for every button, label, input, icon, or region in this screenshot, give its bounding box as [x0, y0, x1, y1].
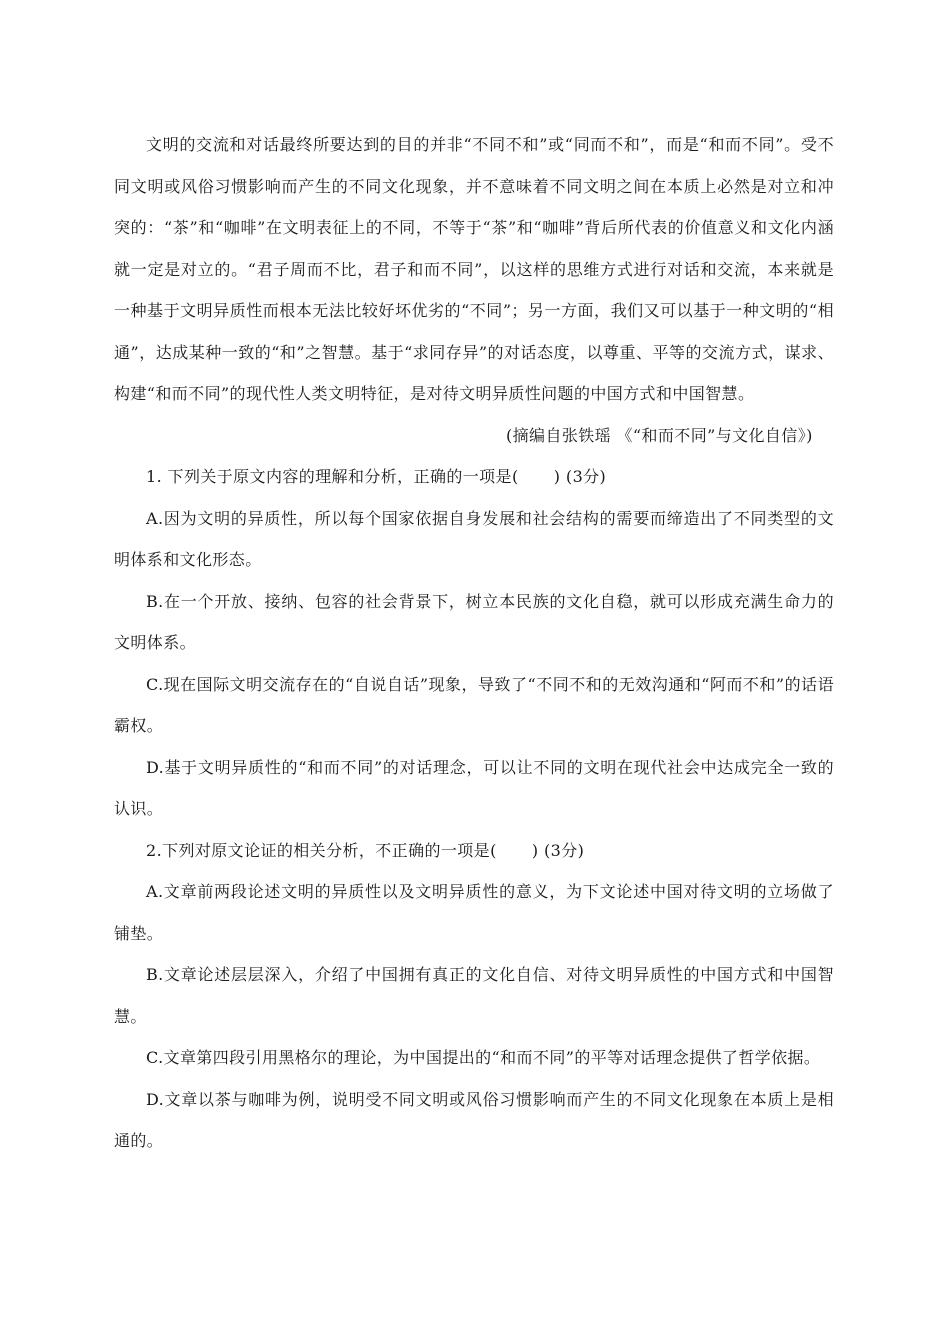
- text-block: [114, 124, 834, 1162]
- question-1-stem-text: 1. 下列关于原文内容的理解和分析，正确的一项是(: [146, 467, 519, 486]
- passage-citation: (摘编自张铁瑶 《“和而不同”与文化自信》): [506, 425, 813, 445]
- question-1-option-c: C.现在国际文明交流存在的“自说自话”现象，导致了“不同不和的无效沟通和“阿而不和”的话语霸权。: [114, 674, 834, 735]
- question-1-option-b: B.在一个开放、接纳、包容的社会背景下，树立本民族的文化自稳，就可以形成充满生命力的文明体系。: [114, 591, 834, 652]
- question-1-stem: [114, 456, 834, 498]
- question-2-score: ) (3分): [531, 840, 585, 860]
- question-2-option-c: C.文章第四段引用黑格尔的理论，为中国提出的“和而不同”的平等对话理念提供了哲学依据。: [146, 1048, 821, 1067]
- question-1-option-d: D.基于文明异质性的“和而不同”的对话理念，可以让不同的文明在现代社会中达成完全一致的认识。: [114, 757, 834, 818]
- question-2-option-d: D.文章以茶与咖啡为例，说明受不同文明或风俗习惯影响而产生的不同文化现象在本质上是相通的。: [114, 1089, 834, 1150]
- question-1-option-a: A.因为文明的异质性，所以每个国家依据自身发展和社会结构的需要而缔造出了不同类型的文明体系和文化形态。: [114, 508, 834, 569]
- question-2-option-b: B.文章论述层层深入，介绍了中国拥有真正的文化自信、对待文明异质性的中国方式和中国智慧。: [114, 965, 834, 1026]
- question-2-option-a: A.文章前两段论述文明的异质性以及文明异质性的意义，为下文论述中国对待文明的立场做了铺垫。: [114, 882, 834, 943]
- passage-paragraph: 文明的交流和对话最终所要达到的目的并非“不同不和”或“同而不和”，而是“和而不同”。受不同文明或风俗习惯影响而产生的不同文化现象，并不意味着不同文明之间在本质上必然是对立和冲突的：“茶”和“咖啡”在文明表征上的不同，不等于“茶”和“咖啡”背后所代表的价值意义和文化内涵就一定是对立的。“君子周而不比，君子和而不同”，以这样的思维方式进行对话和交流，本来就是一种基于文明异质性而根本无法比较好坏优劣的“不同”；另一方面，我们又可以基于一种文明的“相通”，达成某种一致的“和”之智慧。基于“求同存异”的对话态度，以尊重、平等的交流方式，谋求、构建“和而不同”的现代性人类文明特征，是对待文明异质性问题的中国方式和中国智慧。: [114, 135, 834, 403]
- question-1-score: ) (3分): [553, 467, 607, 486]
- question-2-stem-text: 2.下列对原文论证的相关分析，不正确的一项是(: [146, 840, 497, 860]
- question-2-stem: [114, 830, 834, 872]
